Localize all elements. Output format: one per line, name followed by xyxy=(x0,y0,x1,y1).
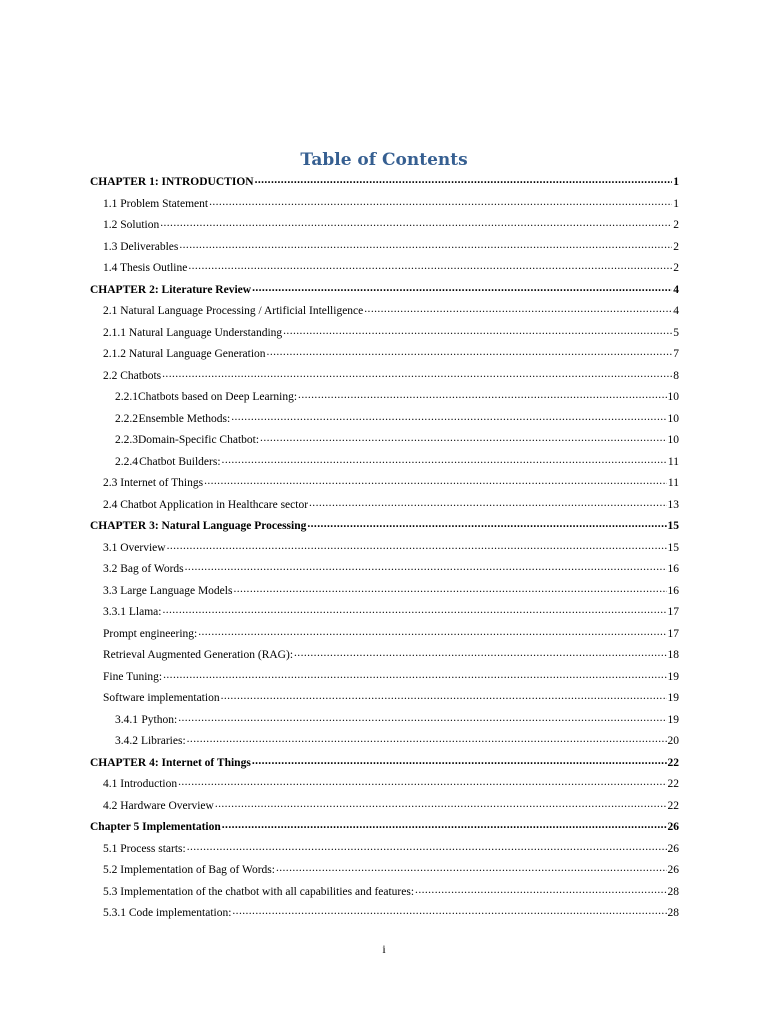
toc-entry-page-number: 28 xyxy=(667,907,679,919)
toc-chapter-entry[interactable] xyxy=(90,817,679,839)
toc-entry-label: CHAPTER 2: Literature Review xyxy=(90,283,252,296)
toc-section-entry[interactable] xyxy=(90,624,679,646)
toc-entry-label: 3.2 Bag of Words xyxy=(103,563,184,575)
toc-entry-page-number: 1 xyxy=(673,176,679,188)
dot-leader xyxy=(260,430,666,450)
toc-chapter-entry[interactable] xyxy=(90,753,679,775)
toc-entry-page-number: 20 xyxy=(667,735,679,747)
toc-section-entry[interactable] xyxy=(90,774,679,796)
toc-entry-page-number: 26 xyxy=(667,864,679,876)
toc-section-entry[interactable] xyxy=(90,860,679,882)
toc-section-entry[interactable] xyxy=(90,796,679,818)
toc-section-entry[interactable] xyxy=(90,839,679,861)
dot-leader xyxy=(178,774,666,794)
toc-entry-page-number: 17 xyxy=(667,627,679,640)
dot-leader xyxy=(187,839,667,859)
toc-entry-page-number: 15 xyxy=(667,520,679,532)
toc-entry-label: 2.1.1 Natural Language Understanding xyxy=(103,326,283,339)
dot-leader xyxy=(215,796,667,816)
toc-section-entry[interactable] xyxy=(90,237,679,259)
toc-section-entry[interactable] xyxy=(90,882,679,904)
toc-entry-page-number: 1 xyxy=(673,197,679,210)
toc-section-entry[interactable] xyxy=(90,559,679,581)
dot-leader xyxy=(198,624,666,644)
dot-leader xyxy=(188,258,672,278)
toc-entry-label: 1.1 Problem Statement xyxy=(103,197,209,210)
dot-leader xyxy=(232,903,666,923)
toc-section-entry[interactable] xyxy=(90,495,679,517)
toc-entry-label: Ensemble Methods: xyxy=(138,412,231,425)
toc-entry-label: Chatbot Builders: xyxy=(139,455,221,468)
toc-entry-label: 5.3 Implementation of the chatbot with all capabilities and features: xyxy=(103,885,415,898)
dot-leader xyxy=(294,645,666,665)
toc-entry-page-number: 10 xyxy=(667,412,679,425)
toc-entry-label: 5.3.1 Code implementation: xyxy=(103,907,232,919)
dot-leader xyxy=(221,688,667,708)
toc-section-entry[interactable] xyxy=(90,473,679,495)
dot-leader xyxy=(415,882,666,902)
toc-entry-page-number: 19 xyxy=(667,692,679,704)
toc-section-entry[interactable] xyxy=(90,387,679,409)
dot-leader xyxy=(163,667,666,687)
toc-entry-page-number: 22 xyxy=(667,778,679,790)
dot-leader xyxy=(307,516,666,536)
toc-entry-page-number: 22 xyxy=(667,799,679,812)
toc-entry-label: 2.1 Natural Language Processing / Artificial Intelligence xyxy=(103,305,364,317)
toc-entry-page-number: 8 xyxy=(673,369,679,382)
toc-entry-label: 4.2 Hardware Overview xyxy=(103,799,214,812)
dot-leader xyxy=(222,452,667,472)
toc-entry-number: 3.4.2 xyxy=(115,735,138,747)
toc-entry-page-number: 18 xyxy=(667,649,679,661)
toc-entry-number: 2.2.1 xyxy=(115,391,138,403)
toc-entry-page-number: 10 xyxy=(667,434,679,446)
toc-section-entry[interactable] xyxy=(90,430,679,452)
toc-entry-page-number: 11 xyxy=(667,477,679,489)
dot-leader xyxy=(187,731,667,751)
toc-entry-number: 2.2.3 xyxy=(115,434,138,446)
toc-entry-label: 3.3.1 Llama: xyxy=(103,606,162,618)
toc-entry-page-number: 2 xyxy=(673,240,679,253)
toc-section-entry[interactable] xyxy=(90,452,679,474)
dot-leader xyxy=(309,495,666,515)
toc-entry-page-number: 19 xyxy=(667,670,679,683)
toc-entry-label: 3.3 Large Language Models xyxy=(103,584,233,597)
dot-leader xyxy=(160,215,672,235)
toc-entry-label: 2.1.2 Natural Language Generation xyxy=(103,348,266,360)
dot-leader xyxy=(179,237,672,257)
toc-chapter-entry[interactable] xyxy=(90,172,679,194)
toc-section-entry[interactable] xyxy=(90,258,679,280)
dot-leader xyxy=(276,860,667,880)
toc-entry-page-number: 4 xyxy=(673,283,679,296)
toc-entry-page-number: 26 xyxy=(667,842,679,855)
dot-leader xyxy=(222,817,667,837)
toc-section-entry[interactable] xyxy=(90,645,679,667)
toc-entry-label: Fine Tuning: xyxy=(103,670,163,683)
toc-entry-label: 4.1 Introduction xyxy=(103,778,178,790)
toc-section-entry[interactable] xyxy=(90,323,679,345)
dot-leader xyxy=(167,538,667,558)
dot-leader xyxy=(162,366,672,386)
dot-leader xyxy=(204,473,667,493)
toc-section-entry[interactable] xyxy=(90,344,679,366)
dot-leader xyxy=(283,323,672,343)
toc-section-entry[interactable] xyxy=(90,194,679,216)
toc-entry-label: Retrieval Augmented Generation (RAG): xyxy=(103,649,294,661)
dot-leader xyxy=(298,387,666,407)
dot-leader xyxy=(178,710,666,730)
dot-leader xyxy=(162,602,666,622)
toc-section-entry[interactable] xyxy=(90,667,679,689)
toc-entry-page-number: 28 xyxy=(667,885,679,898)
toc-entry-page-number: 16 xyxy=(667,584,679,597)
toc-entry-page-number: 7 xyxy=(673,348,679,360)
toc-entry-page-number: 11 xyxy=(667,455,679,468)
toc-entry-label: Python: xyxy=(141,713,178,726)
toc-entry-label: Software implementation xyxy=(103,692,220,704)
toc-entry-label: Prompt engineering: xyxy=(103,627,198,640)
page-number-footer: i xyxy=(382,942,386,956)
toc-entry-page-number: 2 xyxy=(673,219,679,231)
dot-leader xyxy=(255,172,673,192)
toc-entry-label: Chapter 5 Implementation xyxy=(90,821,221,833)
toc-entry-page-number: 4 xyxy=(673,305,679,317)
toc-section-entry[interactable] xyxy=(90,602,679,624)
dot-leader xyxy=(252,753,667,773)
toc-section-entry[interactable] xyxy=(90,215,679,237)
toc-entry-page-number: 22 xyxy=(667,756,679,769)
toc-entry-label: 2.3 Internet of Things xyxy=(103,477,204,489)
toc-entry-page-number: 13 xyxy=(667,498,679,511)
dot-leader xyxy=(267,344,673,364)
toc-entry-page-number: 2 xyxy=(673,262,679,274)
toc-entry-label: CHAPTER 4: Internet of Things xyxy=(90,756,251,769)
toc-entry-label: 2.2 Chatbots xyxy=(103,369,162,382)
toc-entry-number: 2.2.4 xyxy=(115,455,138,468)
toc-title: Table of Contents xyxy=(300,150,468,170)
toc-entry-label: 5.2 Implementation of Bag of Words: xyxy=(103,864,275,876)
toc-section-entry[interactable] xyxy=(90,710,679,732)
toc-section-entry[interactable] xyxy=(90,538,679,560)
toc-section-entry[interactable] xyxy=(90,366,679,388)
toc-entry-number: 3.4.1 xyxy=(115,713,138,726)
toc-entry-label: Domain-Specific Chatbot: xyxy=(138,434,260,446)
toc-section-entry[interactable] xyxy=(90,409,679,431)
toc-chapter-entry[interactable] xyxy=(90,516,679,538)
toc-entry-label: 5.1 Process starts: xyxy=(103,842,186,855)
toc-entry-page-number: 26 xyxy=(667,821,679,833)
toc-section-entry[interactable] xyxy=(90,903,679,925)
dot-leader xyxy=(233,581,666,601)
toc-entry-page-number: 19 xyxy=(667,713,679,726)
toc-entry-page-number: 16 xyxy=(667,563,679,575)
dot-leader xyxy=(364,301,672,321)
toc-entry-page-number: 15 xyxy=(667,541,679,554)
toc-chapter-entry[interactable] xyxy=(90,280,679,302)
dot-leader xyxy=(185,559,667,579)
toc-entry-number: 1.4 xyxy=(103,262,118,274)
toc-entry-page-number: 10 xyxy=(667,391,679,403)
dot-leader xyxy=(231,409,666,429)
toc-entry-label: Thesis Outline xyxy=(119,262,188,274)
toc-entry-page-number: 5 xyxy=(673,326,679,339)
toc-entry-label: Libraries: xyxy=(140,735,186,747)
toc-section-entry[interactable] xyxy=(90,731,679,753)
toc-entry-label: Chatbots based on Deep Learning: xyxy=(138,391,298,403)
toc-entry-label: CHAPTER 1: INTRODUCTION xyxy=(90,176,254,188)
toc-entry-label: 2.4 Chatbot Application in Healthcare sector xyxy=(103,498,309,511)
dot-leader xyxy=(209,194,672,214)
toc-entry-label: CHAPTER 3: Natural Language Processing xyxy=(90,520,307,532)
toc-section-entry[interactable] xyxy=(90,688,679,710)
dot-leader xyxy=(252,280,672,300)
toc-section-entry[interactable] xyxy=(90,581,679,603)
toc-entry-label: 1.2 Solution xyxy=(103,219,160,231)
toc-entry-page-number: 17 xyxy=(667,606,679,618)
toc-entry-number: 2.2.2 xyxy=(115,412,138,425)
toc-entry-label: 1.3 Deliverables xyxy=(103,240,179,253)
toc-section-entry[interactable] xyxy=(90,301,679,323)
toc-list xyxy=(90,172,679,925)
toc-entry-label: 3.1 Overview xyxy=(103,541,166,554)
